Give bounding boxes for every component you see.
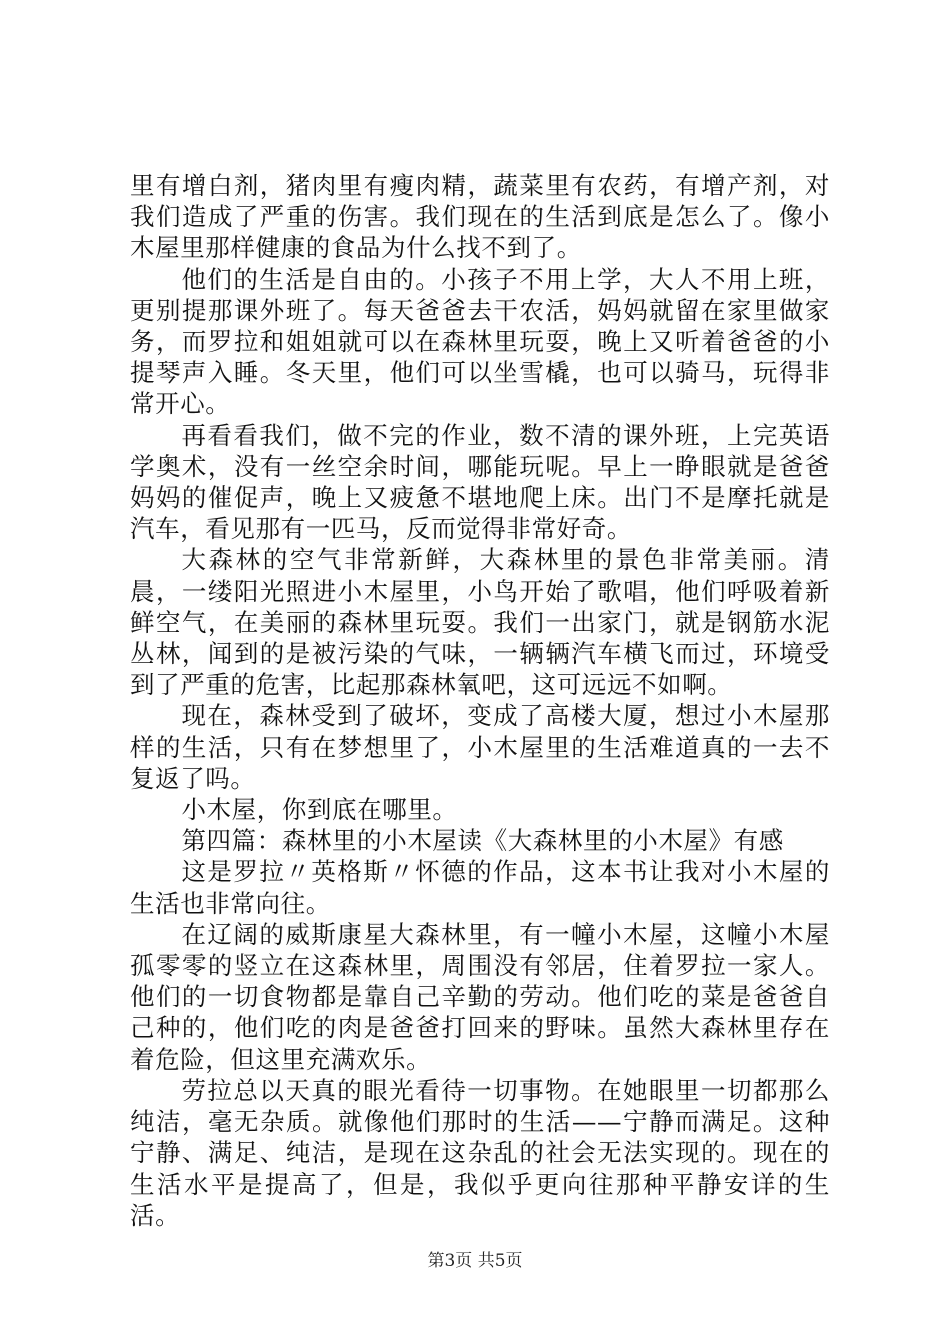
paragraph: 劳拉总以天真的眼光看待一切事物。在她眼里一切都那么纯洁，毫无杂质。就像他们那时的生活——宁静而满足。这种宁静、满足、纯洁，是现在这杂乱的社会无法实现的。现在的生活水平是提高了，但是，我似乎更向往那种平静安详的生活。	[130, 1075, 830, 1230]
paragraph: 小木屋，你到底在哪里。	[181, 795, 458, 825]
document-body	[130, 170, 830, 1231]
paragraph: 这是罗拉〃英格斯〃怀德的作品，这本书让我对小木屋的生活也非常向往。	[130, 857, 830, 918]
page-number-footer: 第3页 共5页	[427, 1251, 523, 1271]
paragraph: 大森林的空气非常新鲜，大森林里的景色非常美丽。清晨，一缕阳光照进小木屋里，小鸟开始了歌唱，他们呼吸着新鲜空气，在美丽的森林里玩耍。我们一出家门，就是钢筋水泥丛林，闻到的是被污染的气味，一辆辆汽车横飞而过，环境受到了严重的危害，比起那森林氧吧，这可远远不如啊。	[130, 545, 830, 700]
paragraph: 再看看我们，做不完的作业，数不清的课外班，上完英语学奥术，没有一丝空余时间，哪能玩呢。早上一睁眼就是爸爸妈妈的催促声，晚上又疲惫不堪地爬上床。出门不是摩托就是汽车，看见那有一匹马，反而觉得非常好奇。	[130, 420, 830, 544]
section-heading: 第四篇：森林里的小木屋读《大森林里的小木屋》有感	[181, 826, 784, 856]
paragraph: 现在，森林受到了破坏，变成了高楼大厦，想过小木屋那样的生活，只有在梦想里了，小木屋里的生活难道真的一去不复返了吗。	[130, 701, 830, 793]
paragraph: 他们的生活是自由的。小孩子不用上学，大人不用上班，更别提那课外班了。每天爸爸去干农活，妈妈就留在家里做家务，而罗拉和姐姐就可以在森林里玩耍，晚上又听着爸爸的小提琴声入睡。冬天里，他们可以坐雪橇，也可以骑马，玩得非常开心。	[130, 264, 830, 419]
paragraph-continued: 里有增白剂，猪肉里有瘦肉精，蔬菜里有农药，有增产剂，对我们造成了严重的伤害。我们现在的生活到底是怎么了。像小木屋里那样健康的食品为什么找不到了。	[130, 171, 830, 263]
paragraph: 在辽阔的威斯康星大森林里，有一幢小木屋，这幢小木屋孤零零的竖立在这森林里，周围没有邻居，住着罗拉一家人。他们的一切食物都是靠自己辛勤的劳动。他们吃的菜是爸爸自己种的，他们吃的肉是爸爸打回来的野味。虽然大森林里存在着危险，但这里充满欢乐。	[130, 919, 830, 1074]
